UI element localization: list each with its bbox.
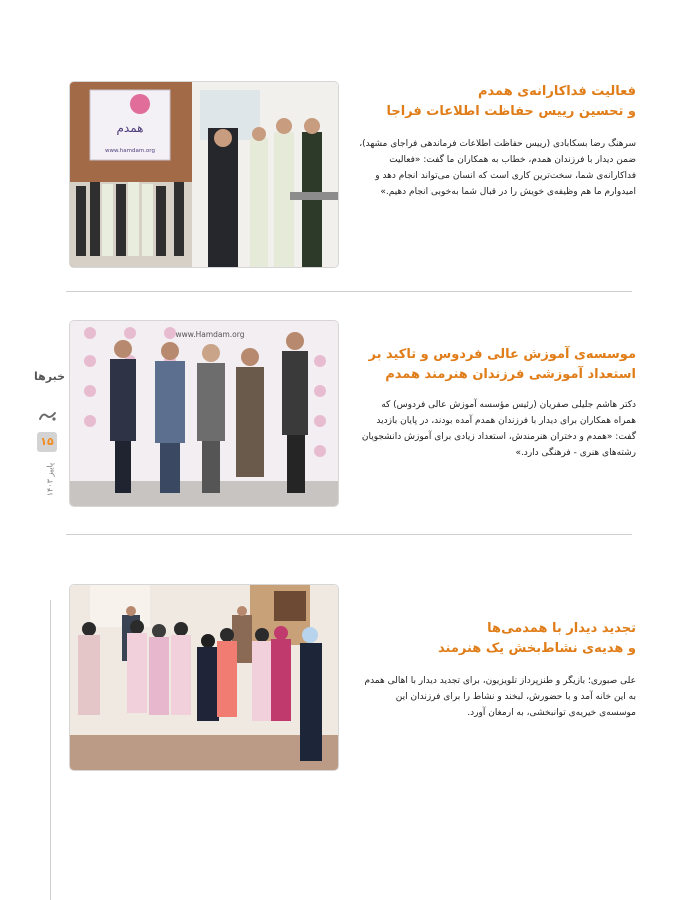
article-1-headline [358,82,636,122]
article-2-headline [358,345,636,385]
article-3-headline-line2: و هدیه‌ی نشاط‌بخش یک هنرمند [438,641,636,656]
article-3-headline-line1: تجدید دیدار با همدمی‌ها [487,621,636,636]
article-1 [65,82,635,267]
hamdam-logo-icon [38,410,58,422]
article-2 [65,321,635,506]
article-3 [65,585,635,770]
article-divider-2 [66,534,632,535]
margin-rule [50,600,51,900]
article-3-body: علی صبوری؛ بازیگر و طنزپرداز تلویزیون، برای تجدید دیدار با اهالی همدم به این خانه آمد و با حضورش، لبخند و نشاط را برای فرزندان این موسسه‌ی خیریه‌ی توانبخشی، به ارمغان آورد. [364,676,636,718]
article-1-headline-line2: و تحسین رییس حفاظت اطلاعات فراجا [386,104,636,119]
issue-date: پاییز ۱۴۰۳ [45,462,55,497]
section-title: خبرها [34,370,66,383]
article-3-photo [70,585,338,770]
article-1-body: سرهنگ رضا بسکابادی (رییس حفاظت اطلاعات فرماندهی فراجای مشهد)، ضمن دیدار با فرزندان همدم، خطاب به همکاران ما گفت: «فعالیت فداکارانه‌ی شما، سخت‌ترین کاری است که انسان می‌تواند انجام دهد و امیدوارم ما هم وظیفه‌ی خویش را در قبال شما به‌خوبی انجام دهیم.» [359,139,636,197]
article-2-photo-banner-url: www.Hamdam.org [175,330,245,339]
article-2-headline-line2: استعداد آموزشی فرزندان هنرمند همدم [385,367,636,382]
article-3-headline [358,619,636,659]
article-1-headline-line1: فعالیت فداکارانه‌ی همدم [477,84,636,99]
article-3-text [358,585,636,721]
article-divider-1 [66,291,632,292]
article-1-photo-sign-url: www.hamdam.org [105,148,155,154]
article-1-photo [70,82,338,267]
article-1-text [358,82,636,200]
side-strip [34,370,64,510]
article-2-body: دکتر هاشم جلیلی صفریان (رئیس مؤسسه آموزش عالی فردوس) که همراه همکاران برای دیدار با فرزندان همدم آمده بودند، در پایان بازدید گفت: «همدم و دختران هنرمندش، استعداد زیادی برای آموزش دانشجویان رشته‌های هنری - فرهنگی دارد.» [361,400,636,458]
page-number: ۱۵ [37,432,57,452]
article-2-text [358,321,636,461]
article-2-headline-line1: موسسه‌ی آموزش عالی فردوس و تاکید بر [368,347,636,362]
article-1-photo-sign-text: همدم [116,121,144,135]
article-2-photo [70,321,338,506]
